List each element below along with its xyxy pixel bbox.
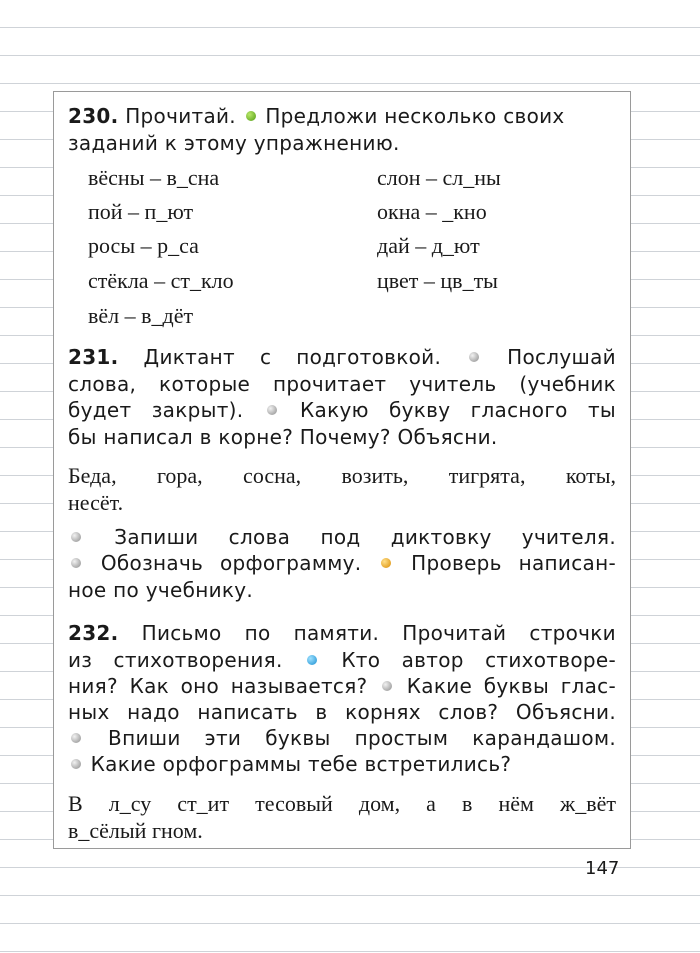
- ex232-text: Какие буквы глас-: [406, 674, 616, 698]
- ex232-line3: [68, 674, 616, 698]
- ex232-text: Какие орфограммы тебе встретились?: [90, 752, 512, 776]
- ex231-text: Диктант с подготовкой.: [143, 345, 442, 369]
- ex232-number: 232.: [68, 621, 119, 645]
- ex231-text: Какую букву гласного ты: [300, 398, 616, 422]
- exercise-card: [53, 91, 631, 849]
- ex231-text: Обозначь орфограмму.: [100, 551, 362, 575]
- ex232-text: Впиши эти буквы простым карандашом.: [108, 726, 616, 750]
- ex232-poem-line1: В л_су ст_ит тесовый дом, а в нём ж_вёт: [68, 791, 616, 816]
- ex232-text: из стихотворения.: [68, 648, 283, 672]
- ex231-line4: бы написал в корне? Почему? Объясни.: [68, 425, 498, 449]
- ex230-text-b: Предложи несколько своих: [265, 104, 565, 128]
- ex230-text-a: Прочитай.: [125, 104, 236, 128]
- word-pair: вёсны – в_сна: [88, 165, 220, 190]
- gray-dot-icon: [267, 405, 277, 415]
- ex232-text: Письмо по памяти. Прочитай строчки: [141, 621, 616, 645]
- ex231-line2: слова, которые прочитает учитель (учебник: [68, 372, 616, 396]
- ex232-line2: [68, 648, 616, 672]
- ex231-task2: [68, 551, 616, 575]
- page-number: 147: [585, 858, 620, 879]
- ex232-poem-line2: в_сёлый гном.: [68, 818, 203, 843]
- ex231-task3: ное по учебнику.: [68, 578, 254, 602]
- gray-dot-icon: [71, 733, 81, 743]
- ex231-line1: [68, 345, 616, 369]
- ex231-words-line2: несёт.: [68, 490, 124, 515]
- word-pair: пой – п_ют: [88, 199, 194, 224]
- ex232-text: ния? Как оно называется?: [68, 674, 368, 698]
- ex231-text: Запиши слова под диктовку учителя.: [114, 525, 616, 549]
- ex230-number: 230.: [68, 104, 119, 128]
- ex230-line1: [68, 104, 616, 128]
- ex231-text: будет закрыт).: [68, 398, 244, 422]
- ex232-text: Кто автор стихотворе-: [341, 648, 616, 672]
- ex231-task1: [68, 525, 616, 549]
- gray-dot-icon: [469, 352, 479, 362]
- word-pair: слон – сл_ны: [377, 165, 501, 190]
- word-pair: окна – _кно: [377, 199, 487, 224]
- word-pair: цвет – цв_ты: [377, 268, 498, 293]
- word-pair: дай – д_ют: [377, 233, 480, 258]
- word-pair: стёкла – ст_кло: [88, 268, 234, 293]
- gray-dot-icon: [71, 532, 81, 542]
- gray-dot-icon: [382, 681, 392, 691]
- ex231-number: 231.: [68, 345, 119, 369]
- ex232-line6: [68, 752, 616, 776]
- ex230-line2: заданий к этому упражнению.: [68, 131, 400, 155]
- ex232-line1: [68, 621, 616, 645]
- gray-dot-icon: [71, 558, 81, 568]
- gray-dot-icon: [71, 759, 81, 769]
- word-pair: вёл – в_дёт: [88, 303, 194, 328]
- ex232-line4: ных надо написать в корнях слов? Объясни.: [68, 700, 616, 724]
- green-dot-icon: [246, 111, 256, 121]
- ex232-line5: [68, 726, 616, 750]
- word-pair: росы – р_са: [88, 233, 199, 258]
- ex231-text: Послушай: [507, 345, 616, 369]
- ex231-text: Проверь написан-: [411, 551, 616, 575]
- ex231-line3: [68, 398, 616, 422]
- orange-dot-icon: [381, 558, 391, 568]
- ex231-words-line1: Беда, гора, сосна, возить, тигрята, коты,: [68, 463, 616, 488]
- blue-dot-icon: [307, 655, 317, 665]
